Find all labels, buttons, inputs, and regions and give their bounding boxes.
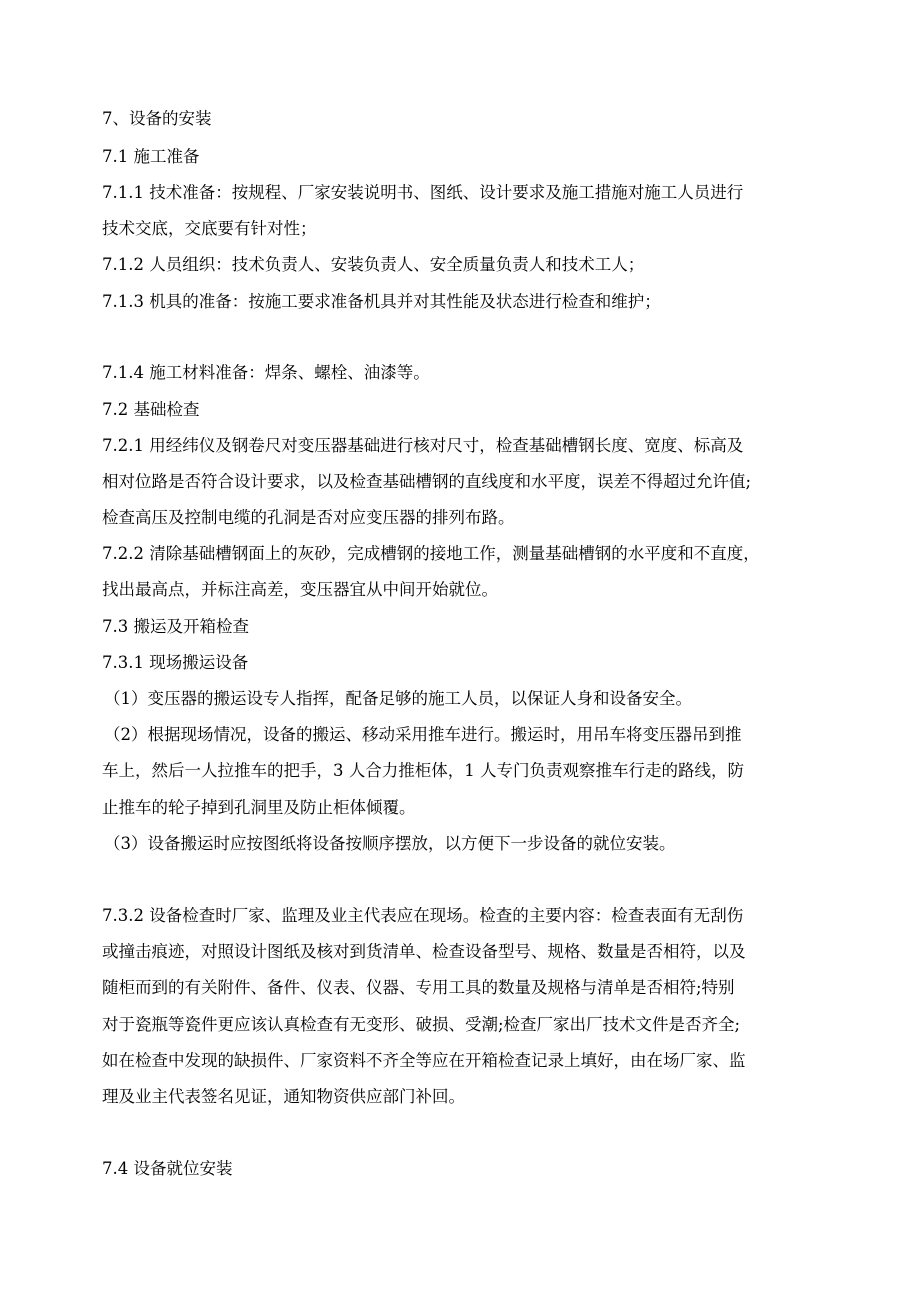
section-heading-7-4: 7.4 设备就位安装 [102,1159,233,1178]
list-item-3: （3）设备搬运时应按图纸将设备按顺序摆放，以方便下一步设备的就位安装。 [104,834,676,853]
paragraph-7-1-4: 7.1.4 施工材料准备：焊条、螺栓、油漆等。 [102,363,430,382]
section-heading-7: 7、设备的安装 [102,109,212,128]
paragraph-7-2-1-line-2: 相对位路是否符合设计要求，以及检查基础槽钢的直线度和水平度，误差不得超过允许值; [102,472,752,491]
list-item-2-line-2: 车上，然后一人拉推车的把手，3 人合力推柜体，1 人专门负责观察推车行走的路线，防 [102,761,744,780]
paragraph-7-1-2: 7.1.2 人员组织：技术负责人、安装负责人、安全质量负责人和技术工人； [102,255,645,274]
paragraph-7-1-1-line-2: 技术交底，交底要有针对性； [102,219,317,238]
paragraph-7-3-2-line-6: 理及业主代表签名见证，通知物资供应部门补回。 [102,1087,465,1106]
paragraph-7-2-1-line-3: 检查高压及控制电缆的孔洞是否对应变压器的排列布路。 [102,508,515,527]
section-heading-7-1: 7.1 施工准备 [102,147,200,166]
paragraph-7-2-2-line-1: 7.2.2 清除基础槽钢面上的灰砂，完成槽钢的接地工作，测量基础槽钢的水平度和不直度， [102,544,760,563]
section-heading-7-2: 7.2 基础检查 [102,400,200,419]
list-item-1: （1）变压器的搬运设专人指挥，配备足够的施工人员，以保证人身和设备安全。 [104,689,692,708]
section-heading-7-3: 7.3 搬运及开箱检查 [102,617,249,636]
paragraph-7-3-2-line-3: 随柜而到的有关附件、备件、仪表、仪器、专用工具的数量及规格与清单是否相符;特别 [102,978,735,997]
paragraph-7-2-2-line-2: 找出最高点，并标注高差，变压器宜从中间开始就位。 [102,580,498,599]
paragraph-7-3-2-line-4: 对于瓷瓶等瓷件更应该认真检查有无变形、破损、受潮;检查厂家出厂技术文件是否齐全; [102,1015,741,1034]
paragraph-7-1-1-line-1: 7.1.1 技术准备：按规程、厂家安装说明书、图纸、设计要求及施工措施对施工人员进行 [102,183,744,202]
paragraph-7-2-1-line-1: 7.2.1 用经纬仪及钢卷尺对变压器基础进行核对尺寸，检查基础槽钢长度、宽度、标高及 [102,436,744,455]
section-heading-7-3-1: 7.3.1 现场搬运设备 [102,653,249,672]
list-item-2-line-3: 止推车的轮子掉到孔洞里及防止柜体倾覆。 [102,798,416,817]
paragraph-7-3-2-line-1: 7.3.2 设备检查时厂家、监理及业主代表应在现场。检查的主要内容：检查表面有无刮伤 [102,906,744,925]
list-item-2-line-1: （2）根据现场情况，设备的搬运、移动采用推车进行。搬运时，用吊车将变压器吊到推 [104,725,742,744]
paragraph-7-3-2-line-5: 如在检查中发现的缺损件、厂家资料不齐全等应在开箱检查记录上填好，由在场厂家、监 [102,1051,746,1070]
paragraph-7-1-3: 7.1.3 机具的准备：按施工要求准备机具并对其性能及状态进行检查和维护； [102,292,661,311]
paragraph-7-3-2-line-2: 或撞击痕迹，对照设计图纸及核对到货清单、检查设备型号、规格、数量是否相符，以及 [102,942,746,961]
